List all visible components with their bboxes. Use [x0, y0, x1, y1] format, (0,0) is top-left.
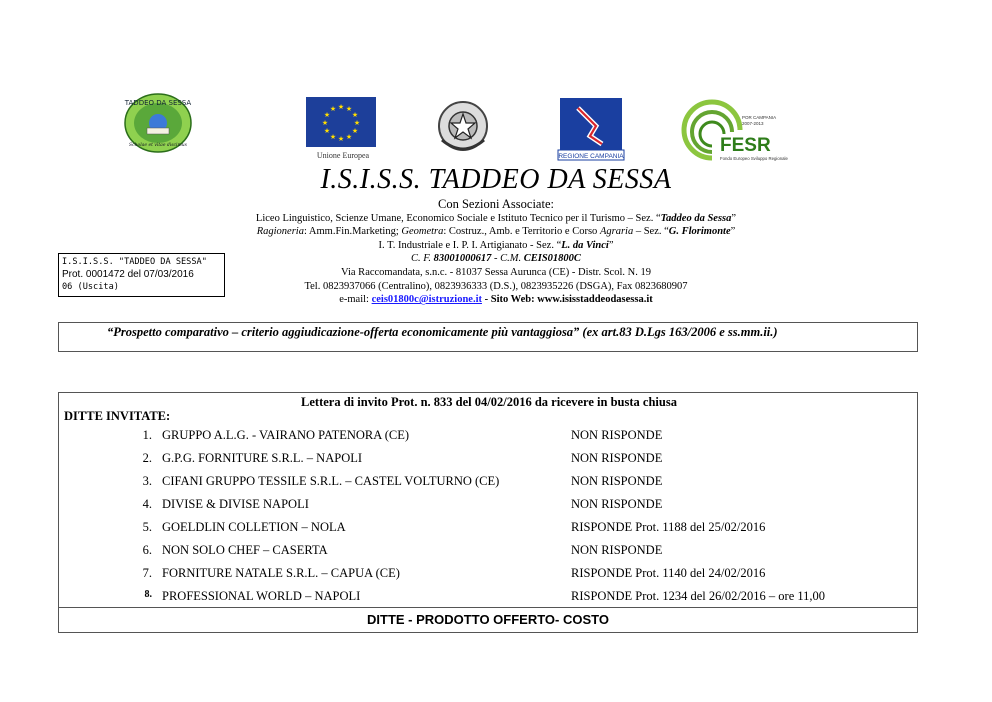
email-link[interactable]: ceis01800c@istruzione.it	[371, 294, 482, 306]
section-line-1: Liceo Linguistico, Scienze Umane, Economico Sociale e Istituto Tecnico per il Turismo – Sez. “Taddeo da Sessa”	[255, 212, 737, 224]
section-line-2: Ragioneria: Amm.Fin.Marketing; Geometra: Costruz., Amb. e Territorio e Corso Agraria – Sez. “G. Florimonte”	[256, 226, 736, 238]
invitation-title: Lettera di invito Prot. n. 833 del 04/02/2016 da ricevere in busta chiusa	[301, 395, 677, 409]
svg-text:★: ★	[329, 133, 337, 141]
eu-flag-icon	[306, 97, 376, 147]
eu-logo	[306, 97, 380, 167]
fesr-logo	[682, 104, 788, 166]
stamp-protocol-number: Prot. 0001472 del 07/03/2016	[62, 268, 194, 280]
table-divider	[59, 607, 917, 608]
svg-text:★: ★	[337, 135, 345, 143]
invitation-table	[58, 392, 918, 633]
sections-subtitle: Con Sezioni Associate:	[438, 197, 554, 211]
fesr-text: FESR	[720, 135, 771, 156]
section-line-3: I. T. Industriale e I. P. I. Artigianato - Sez. “L. da Vinci”	[378, 239, 614, 251]
school-logo-text: TADDEO DA SESSA	[124, 99, 192, 107]
school-title: I.S.I.S.S. TADDEO DA SESSA	[320, 164, 672, 195]
svg-text:★: ★	[351, 127, 359, 135]
products-cost-heading: DITTE - PRODOTTO OFFERTO- COSTO	[367, 612, 609, 627]
svg-text:★: ★	[323, 111, 331, 119]
italian-republic-emblem-icon	[432, 96, 494, 160]
phone-line: Tel. 0823937066 (Centralino), 0823936333 (D.S.), 0823935226 (DSGA), Fax 0823680907	[304, 280, 688, 292]
svg-text:★: ★	[323, 127, 331, 135]
fiscal-code-line: C. F. 83001000617 - C.M. CEIS01800C	[411, 253, 581, 265]
eu-caption: Unione Europea	[316, 151, 370, 160]
fesr-small-1: POR CAMPANIA	[742, 115, 777, 120]
firm-row: 3. CIFANI GRUPPO TESSILE S.R.L. – CASTEL VOLTURNO (CE) NON RISPONDE	[142, 474, 663, 488]
svg-text:★: ★	[345, 105, 353, 113]
invited-firms-label: DITTE INVITATE:	[64, 409, 171, 423]
svg-text:★: ★	[329, 105, 337, 113]
school-logo	[123, 92, 193, 154]
fesr-caption: Fondo Europeo Sviluppo Regionale	[720, 156, 788, 161]
firm-row: 4. DIVISE & DIVISE NAPOLI NON RISPONDE	[142, 497, 663, 511]
svg-text:★: ★	[321, 119, 329, 127]
svg-text:★: ★	[345, 133, 353, 141]
firm-row: 8. PROFESSIONAL WORLD – NAPOLI RISPONDE Prot. 1234 del 26/02/2016 – ore 11,00	[144, 589, 826, 603]
campania-caption: REGIONE CAMPANIA	[558, 153, 624, 160]
stamp-direction: 06 (Uscita)	[62, 282, 119, 293]
svg-text:★: ★	[351, 111, 359, 119]
firm-row: 1. GRUPPO A.L.G. - VAIRANO PATENORA (CE) NON RISPONDE	[142, 428, 663, 442]
firm-row: 5. GOELDLIN COLLETION – NOLA RISPONDE Prot. 1188 del 25/02/2016	[142, 520, 766, 534]
subject-text: “Prospetto comparativo – criterio aggiudicazione-offerta economicamente più vantaggiosa” (ex art.83 D.Lgs 163/2006 e ss.mm.ii.)	[107, 325, 778, 339]
address-line: Via Raccomandata, s.n.c. - 81037 Sessa Aurunca (CE) - Distr. Scol. N. 19	[341, 266, 651, 278]
stamp-school: I.S.I.S.S. "TADDEO DA SESSA"	[62, 257, 207, 267]
protocol-stamp	[58, 253, 225, 297]
svg-text:★: ★	[353, 119, 361, 127]
fesr-small-2: 2007-2013	[742, 121, 764, 126]
firm-row: 7. FORNITURE NATALE S.R.L. – CAPUA (CE) RISPONDE Prot. 1140 del 24/02/2016	[142, 566, 766, 580]
svg-text:★: ★	[337, 103, 345, 111]
subject-box	[58, 322, 918, 352]
website-link[interactable]: www.isisstaddeodasessa.it	[537, 294, 653, 306]
contact-line: e-mail: ceis01800c@istruzione.it - Sito Web: www.isisstaddeodasessa.it	[339, 294, 653, 306]
regione-campania-logo	[556, 96, 626, 162]
firm-row: 6. NON SOLO CHEF – CASERTA NON RISPONDE	[142, 543, 663, 557]
school-motto: Scholae et vitae discimus	[129, 143, 187, 148]
firm-row: 2. G.P.G. FORNITURE S.R.L. – NAPOLI NON RISPONDE	[142, 451, 663, 465]
